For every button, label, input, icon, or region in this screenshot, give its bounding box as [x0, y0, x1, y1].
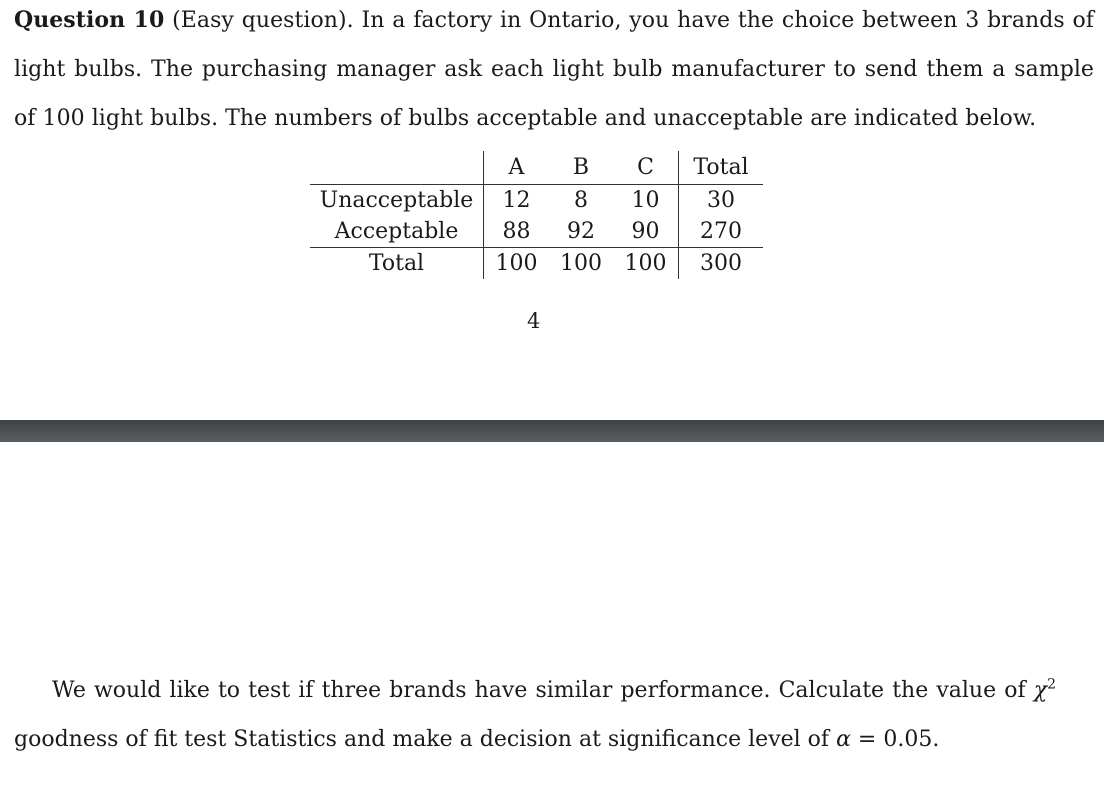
chi-exponent: 2 — [1047, 676, 1056, 693]
cell-c: 10 — [631, 188, 660, 213]
table-header-b: B — [549, 151, 613, 185]
table-row — [310, 216, 763, 248]
cell-total: 270 — [679, 216, 764, 248]
row-label: Unacceptable — [319, 188, 474, 213]
row-label: Total — [368, 251, 425, 276]
task-line-1-text: We would like to test if three brands have similar performance. Calculate the value of — [52, 678, 1026, 703]
question-line-1-text: (Easy question). In a factory in Ontario, you have the choice between 3 brands of — [164, 8, 1094, 33]
table-header-row — [310, 151, 763, 185]
cell-a: 100 — [484, 248, 550, 280]
cell-total: 300 — [679, 248, 764, 280]
page-number: 4 — [527, 309, 541, 333]
task-line-2-text: goodness of fit test Statistics and make a decision at significance level of — [14, 727, 830, 752]
cell-a: 88 — [484, 216, 550, 248]
question-paragraph — [14, 0, 1094, 143]
question-line-1 — [14, 0, 1094, 45]
contingency-table — [310, 151, 763, 279]
table-header-total: Total — [679, 151, 764, 185]
alpha-symbol: α — [836, 727, 851, 752]
question-line-3: of 100 light bulbs. The numbers of bulbs acceptable and unacceptable are indicated below. — [14, 106, 1037, 131]
table-row — [310, 248, 763, 280]
cell-b: 92 — [549, 216, 613, 248]
question-line-2: light bulbs. The purchasing manager ask each light bulb manufacturer to send them a sample — [14, 57, 1094, 82]
task-line-1 — [52, 666, 1056, 715]
chi-symbol: χ — [1033, 678, 1048, 703]
task-line-2 — [14, 715, 939, 764]
cell-b: 8 — [574, 188, 588, 213]
table-header-empty — [310, 151, 484, 185]
cell-b: 100 — [560, 251, 602, 276]
page-separator — [0, 420, 1104, 442]
cell-c: 100 — [624, 251, 667, 276]
row-label: Acceptable — [310, 216, 484, 248]
question-label: Question 10 — [14, 7, 165, 33]
cell-c: 90 — [613, 216, 679, 248]
alpha-value: = 0.05. — [850, 727, 940, 752]
cell-total: 30 — [679, 185, 764, 217]
table-row — [310, 185, 763, 217]
cell-a: 12 — [484, 185, 550, 217]
table-header-c: C — [613, 151, 679, 185]
table-header-a: A — [484, 151, 550, 185]
